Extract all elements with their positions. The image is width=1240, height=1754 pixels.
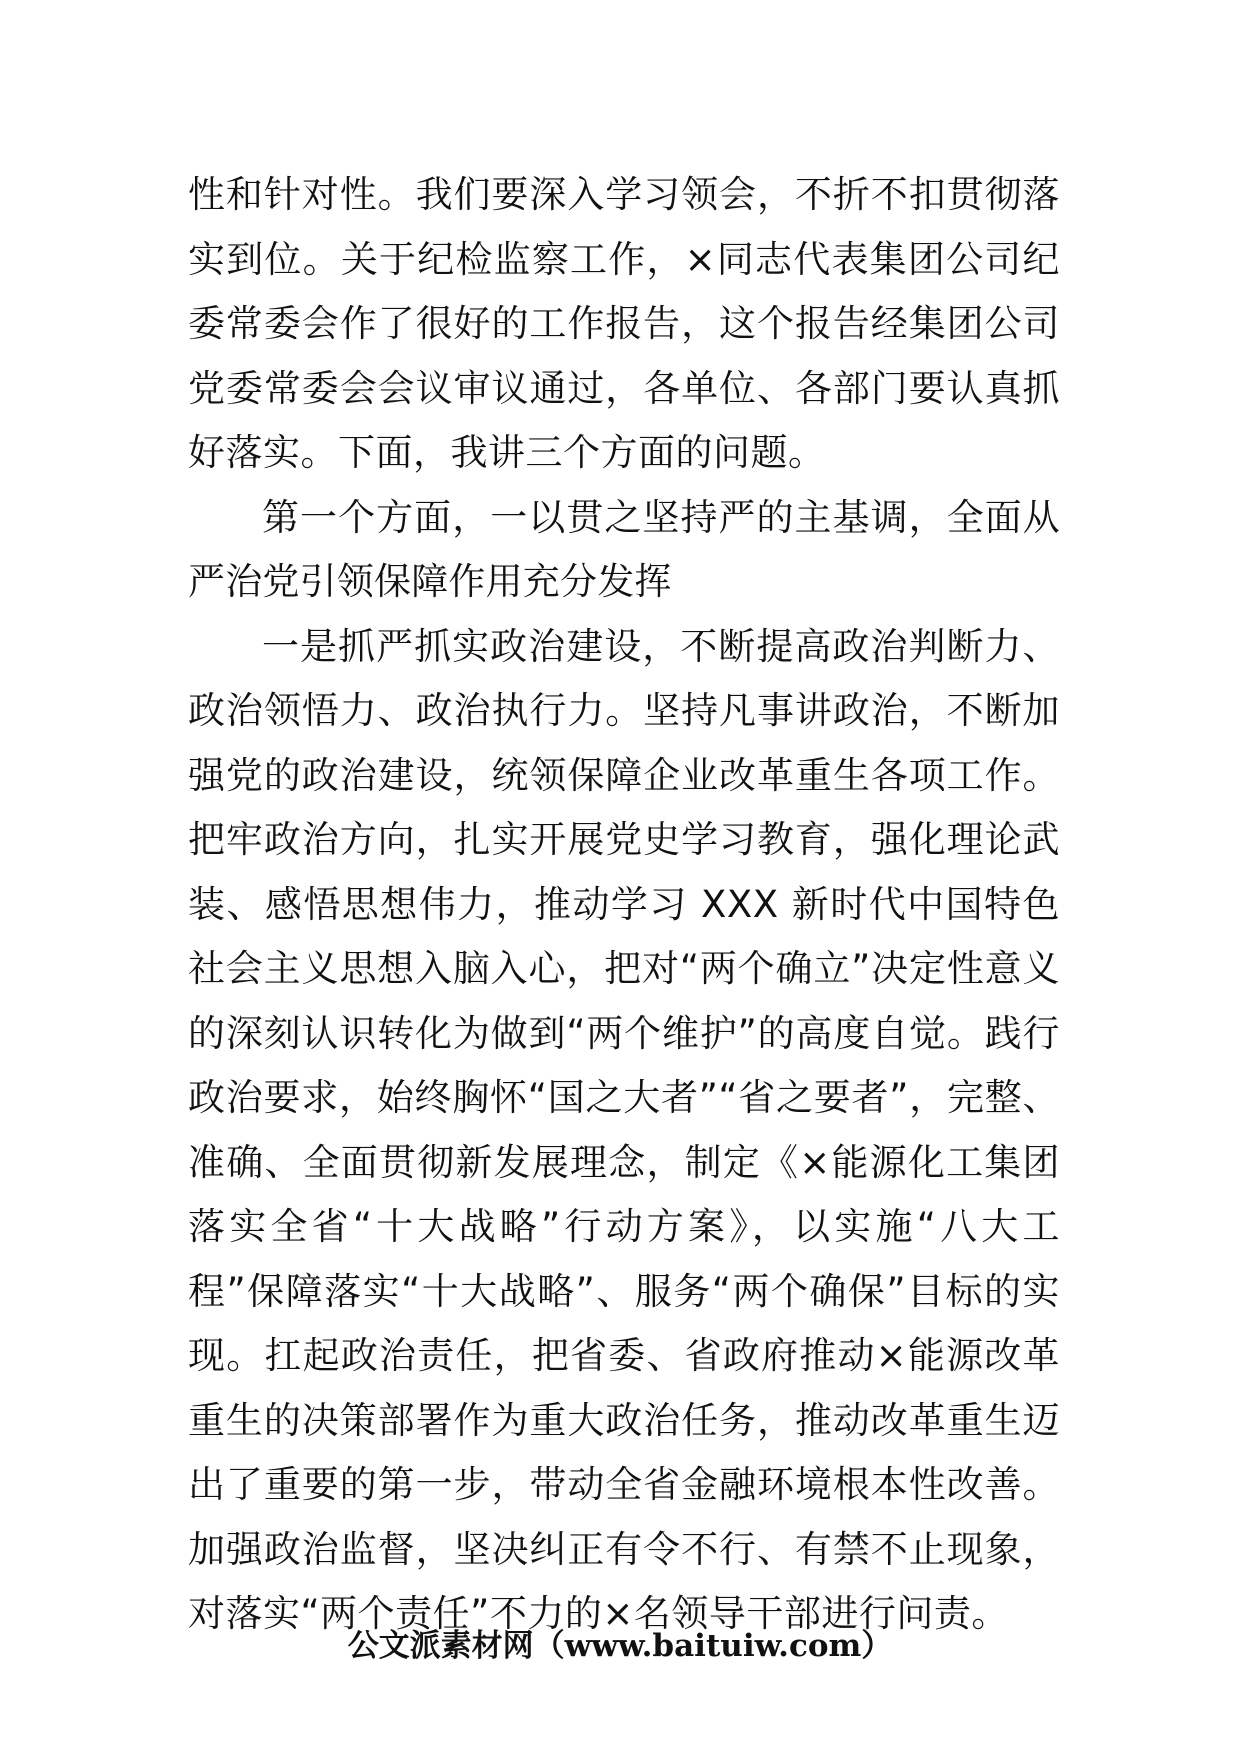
section-heading: 第一个方面，一以贯之坚持严的主基调，全面从严治党引领保障作用充分发挥	[188, 495, 1060, 603]
document-body	[188, 163, 1060, 1647]
footer-watermark: 公文派素材网（www.baituiw.com）	[347, 1628, 893, 1664]
body-paragraph: 一是抓严抓实政治建设，不断提高政治判断力、政治领悟力、政治执行力。坚持凡事讲政治，不断加强党的政治建设，统领保障企业改革重生各项工作。把牢政治方向，扎实开展党史学习教育，强化理论武装、感悟思想伟力，推动学习 XXX 新时代中国特色社会主义思想入脑入心，把对“两个确立”决定性意义的深刻认识转化为做到“两个维护”的高度自觉。践行政治要求，始终胸怀“国之大者”“省之要者”，完整、准确、全面贯彻新发展理念，制定《×能源化工集团落实全省“十大战略”行动方案》，以实施“八大工程”保障落实“十大战略”、服务“两个确保”目标的实现。扛起政治责任，把省委、省政府推动×能源改革重生的决策部署作为重大政治任务，推动改革重生迈出了重要的第一步，带动全省金融环境根本性改善。加强政治监督，坚决纠正有令不行、有禁不止现象，对落实“两个责任”不力的×名领导干部进行问责。	[188, 624, 1060, 1635]
body-paragraph: 性和针对性。我们要深入学习领会，不折不扣贯彻落实到位。关于纪检监察工作，×同志代表集团公司纪委常委会作了很好的工作报告，这个报告经集团公司党委常委会会议审议通过，各单位、各部门要认真抓好落实。下面，我讲三个方面的问题。	[188, 173, 1060, 474]
